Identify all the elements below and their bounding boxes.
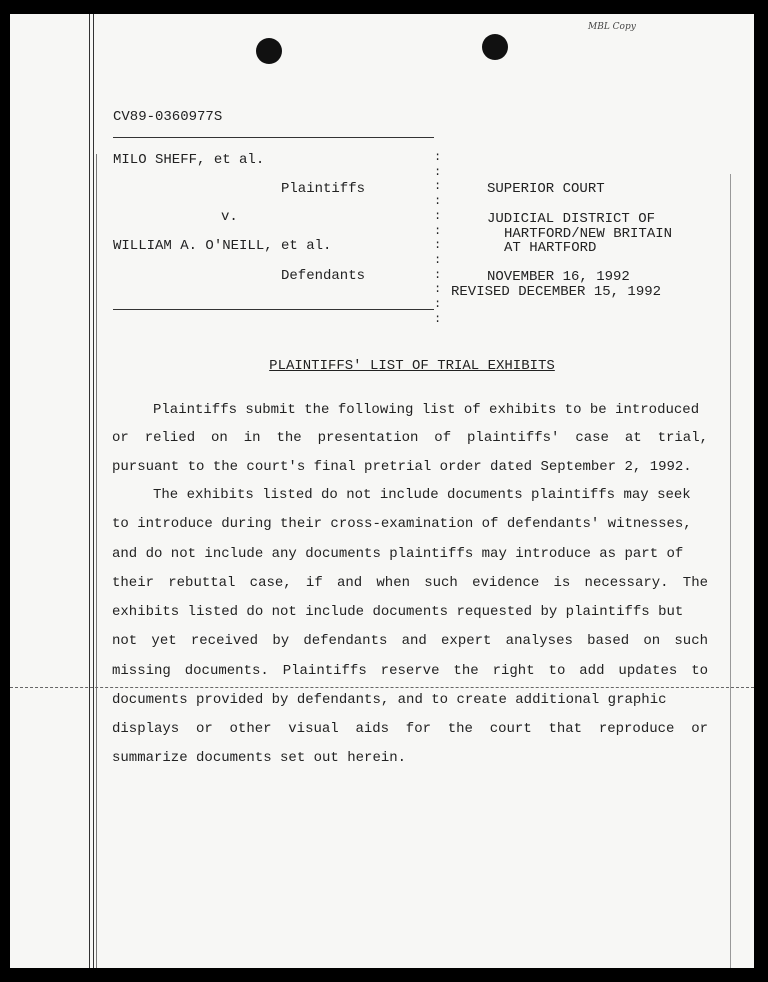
paragraph-line: documents provided by defendants, and to create additional graphic bbox=[112, 692, 667, 708]
document-title: PLAINTIFFS' LIST OF TRIAL EXHIBITS bbox=[269, 358, 555, 374]
paragraph-line: Plaintiffs submit the following list of exhibits to be introduced bbox=[153, 402, 700, 418]
court-name: SUPERIOR COURT bbox=[487, 181, 605, 197]
paragraph-line: their rebuttal case, if and when such evidence is necessary. The bbox=[112, 575, 708, 591]
punch-hole-right bbox=[482, 34, 508, 60]
versus: v. bbox=[221, 209, 238, 225]
margin-line bbox=[93, 14, 94, 968]
handwritten-note: MBL Copy bbox=[588, 22, 636, 32]
revised-date: REVISED DECEMBER 15, 1992 bbox=[451, 284, 662, 300]
paragraph-line: and do not include any documents plaintiffs may introduce as part of bbox=[112, 546, 684, 562]
plaintiff-label: Plaintiffs bbox=[281, 181, 366, 197]
plaintiff-name: MILO SHEFF, et al. bbox=[113, 152, 265, 168]
caption-rule-bottom bbox=[113, 309, 434, 310]
defendant-name: WILLIAM A. O'NEILL, et al. bbox=[113, 238, 332, 254]
paragraph-line: The exhibits listed do not include documents plaintiffs may seek bbox=[153, 487, 691, 503]
caption-colons: : : : : : : : : : : : : bbox=[434, 150, 442, 326]
district-line: HARTFORD/NEW BRITAIN bbox=[504, 226, 673, 242]
margin-line bbox=[89, 14, 90, 968]
district-line: JUDICIAL DISTRICT OF bbox=[487, 211, 656, 227]
fold-line bbox=[10, 687, 754, 689]
district-line: AT HARTFORD bbox=[504, 240, 597, 256]
punch-hole-left bbox=[256, 38, 282, 64]
defendant-label: Defendants bbox=[281, 268, 366, 284]
caption-rule-top bbox=[113, 137, 434, 138]
document-page bbox=[10, 14, 754, 968]
paragraph-line: summarize documents set out herein. bbox=[112, 750, 407, 766]
case-number: CV89-0360977S bbox=[113, 109, 223, 125]
paragraph-line: to introduce during their cross-examination of defendants' witnesses, bbox=[112, 516, 692, 532]
paragraph-line: displays or other visual aids for the court that reproduce or bbox=[112, 721, 708, 737]
paragraph-line: pursuant to the court's final pretrial order dated September 2, 1992. bbox=[112, 459, 692, 475]
paragraph-line: exhibits listed do not include documents requested by plaintiffs but bbox=[112, 604, 684, 620]
paragraph-line: missing documents. Plaintiffs reserve the right to add updates to bbox=[112, 663, 708, 679]
margin-line bbox=[96, 154, 97, 968]
margin-line bbox=[730, 174, 731, 968]
filing-date: NOVEMBER 16, 1992 bbox=[487, 269, 630, 285]
paragraph-line: not yet received by defendants and expert analyses based on such bbox=[112, 633, 708, 649]
paragraph-line: or relied on in the presentation of plaintiffs' case at trial, bbox=[112, 430, 708, 446]
